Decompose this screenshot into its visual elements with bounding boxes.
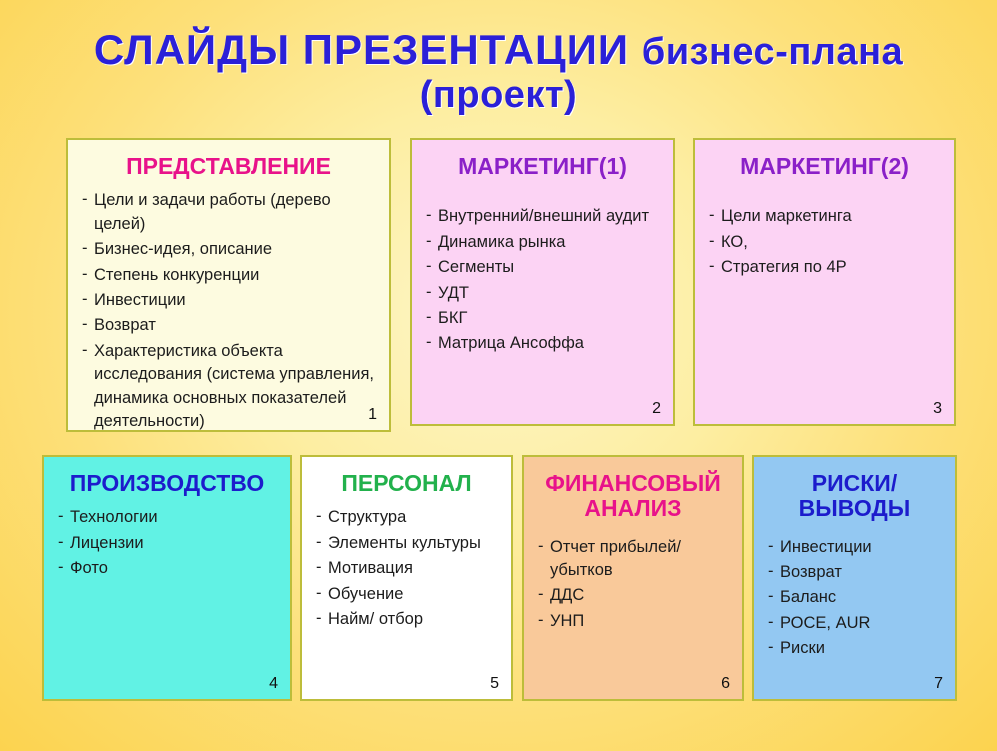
list-item: - Обучение <box>314 583 499 606</box>
card-number: 2 <box>652 400 661 417</box>
page-title-line-1 <box>0 26 997 74</box>
card-item-list <box>424 205 661 356</box>
list-item: - Лицензии <box>56 532 278 555</box>
list-item: - Структура <box>314 506 499 529</box>
card-riski-vyvody[interactable] <box>752 455 957 701</box>
card-item-list <box>56 506 278 580</box>
list-item: - УДТ <box>424 282 661 305</box>
card-heading: ПРОИЗВОДСТВО <box>69 470 265 496</box>
card-heading: ПЕРСОНАЛ <box>341 470 472 496</box>
list-item: - Сегменты <box>424 256 661 279</box>
card-marketing-1[interactable] <box>410 138 675 426</box>
card-heading: РИСКИ/ ВЫВОДЫ <box>798 470 911 522</box>
card-number: 1 <box>368 406 377 423</box>
page-title <box>0 26 997 116</box>
card-heading: ФИНАНСОВЫЙ АНАЛИЗ <box>545 470 721 522</box>
list-item: - КО, <box>707 231 942 254</box>
list-item: - Динамика рынка <box>424 231 661 254</box>
card-number: 4 <box>269 675 278 692</box>
card-item-list <box>707 205 942 279</box>
card-number: 5 <box>490 675 499 692</box>
list-item: - Цели маркетинга <box>707 205 942 228</box>
list-item: - Баланс <box>766 586 943 609</box>
card-item-list <box>314 506 499 631</box>
card-number: 7 <box>934 675 943 692</box>
list-item: - Бизнес-идея, описание <box>80 238 377 261</box>
page-title-line-2: (проект) <box>419 73 578 116</box>
list-item: - УНП <box>536 610 730 633</box>
list-item: - Фото <box>56 557 278 580</box>
card-heading: МАРКЕТИНГ(2) <box>740 153 909 179</box>
list-item: - ДДС <box>536 584 730 607</box>
card-heading: ПРЕДСТАВЛЕНИЕ <box>126 153 331 179</box>
card-heading: МАРКЕТИНГ(1) <box>458 153 627 179</box>
list-item: - Возврат <box>80 314 377 337</box>
card-proizvodstvo[interactable] <box>42 455 292 701</box>
page-title-main: СЛАЙДЫ ПРЕЗЕНТАЦИИ <box>93 26 642 73</box>
card-item-list <box>80 189 377 433</box>
list-item: - Элементы культуры <box>314 532 499 555</box>
list-item: - Риски <box>766 637 943 660</box>
list-item: - БКГ <box>424 307 661 330</box>
list-item: - Отчет прибылей/ убытков <box>536 536 730 583</box>
list-item: - Инвестиции <box>766 536 943 559</box>
list-item: - Технологии <box>56 506 278 529</box>
list-item: - Цели и задачи работы (дерево целей) <box>80 189 377 236</box>
card-number: 6 <box>721 675 730 692</box>
list-item: - Возврат <box>766 561 943 584</box>
list-item: - Матрица Ансоффа <box>424 332 661 355</box>
card-predstavlenie[interactable] <box>66 138 391 432</box>
list-item: - РОСЕ, AUR <box>766 612 943 635</box>
page-title-sub: бизнес-плана <box>641 31 904 73</box>
card-finansovyi-analiz[interactable] <box>522 455 744 701</box>
list-item: - Найм/ отбор <box>314 608 499 631</box>
card-number: 3 <box>933 400 942 417</box>
list-item: - Мотивация <box>314 557 499 580</box>
card-marketing-2[interactable] <box>693 138 956 426</box>
list-item: - Степень конкуренции <box>80 264 377 287</box>
card-item-list <box>766 536 943 661</box>
card-personal[interactable] <box>300 455 513 701</box>
list-item: - Стратегия по 4Р <box>707 256 942 279</box>
card-item-list <box>536 536 730 634</box>
list-item: - Внутренний/внешний аудит <box>424 205 661 228</box>
list-item: - Характеристика объекта исследования (система управления, динамика основных показателей деятельности) <box>80 340 377 434</box>
list-item: - Инвестиции <box>80 289 377 312</box>
